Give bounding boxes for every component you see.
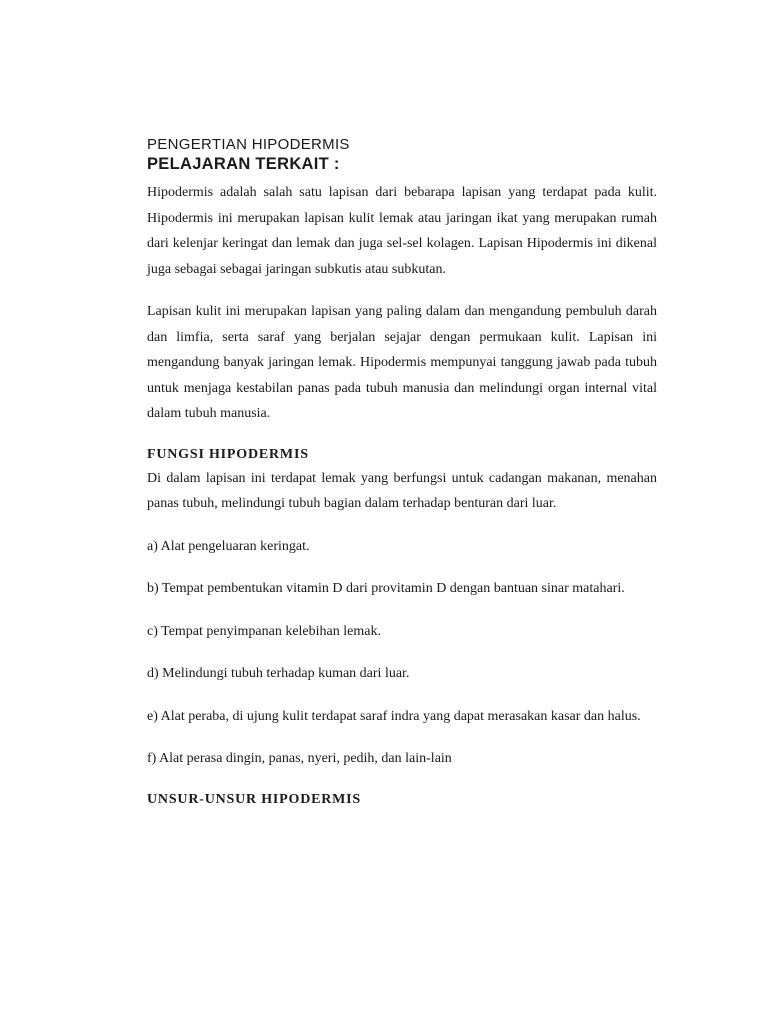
list-item: d) Melindungi tubuh terhadap kuman dari luar. xyxy=(147,666,410,681)
section-heading-unsur: UNSUR-UNSUR HIPODERMIS xyxy=(147,791,362,807)
list-item: a) Alat pengeluaran keringat. xyxy=(147,538,310,554)
list-item: c) Tempat penyimpanan kelebihan lemak. xyxy=(147,623,381,639)
document-page xyxy=(147,136,657,811)
intro-paragraph: Lapisan kulit ini merupakan lapisan yang paling dalam dan mengandung pembuluh darah dan limfia, serta saraf yang berjalan sejajar dengan permukaan kulit. Lapisan ini mengandung banyak jaringan lemak. Hipodermis mempunyai tanggung jawab pada tubuh untuk menjaga kestabilan panas pada tubuh manusia dan melindungi organ internal vital dalam tubuh manusia. xyxy=(147,304,657,421)
section-heading-fungsi: FUNGSI HIPODERMIS xyxy=(147,446,309,462)
document-title: PENGERTIAN HIPODERMIS xyxy=(147,136,350,153)
intro-paragraph: Hipodermis adalah salah satu lapisan dari bebarapa lapisan yang terdapat pada kulit. Hipodermis ini merupakan lapisan kulit lemak atau jaringan ikat yang merupakan rumah dari kelenjar keringat dan lemak dan juga sel-sel kolagen. Lapisan Hipodermis ini dikenal juga sebagai sebagai jaringan subkutis atau subkutan. xyxy=(147,185,657,277)
list-item: e) Alat peraba, di ujung kulit terdapat saraf indra yang dapat merasakan kasar dan halus. xyxy=(147,708,641,724)
list-item: b) Tempat pembentukan vitamin D dari provitamin D dengan bantuan sinar matahari. xyxy=(147,581,625,596)
document-subtitle: PELAJARAN TERKAIT : xyxy=(147,155,340,173)
fungsi-description: Di dalam lapisan ini terdapat lemak yang berfungsi untuk cadangan makanan, menahan panas tubuh, melindungi tubuh bagian dalam terhadap benturan dari luar. xyxy=(147,470,657,511)
list-item: f) Alat perasa dingin, panas, nyeri, pedih, dan lain-lain xyxy=(147,751,452,766)
